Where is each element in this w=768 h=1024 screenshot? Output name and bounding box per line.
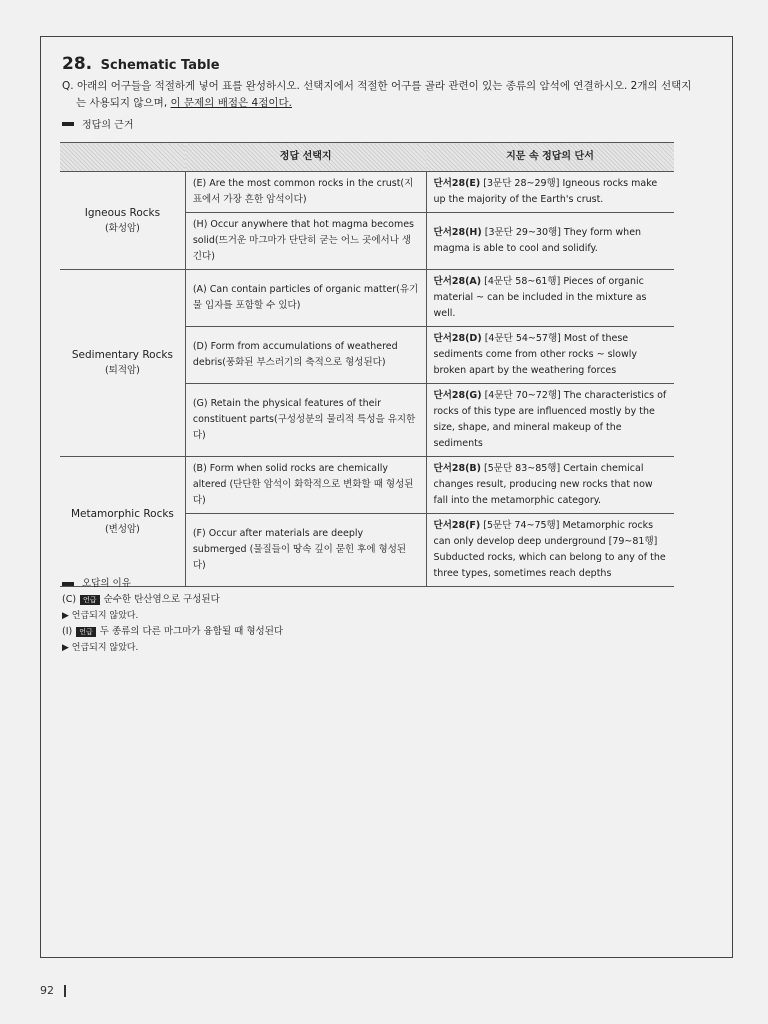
badge-icon: 언급 (80, 595, 100, 605)
instruction-line-2: 는 사용되지 않으며, 이 문제의 배점은 4점이다. (76, 97, 292, 109)
page-number: 92 (40, 984, 66, 997)
wrong-item-c: (C) 언급 순수한 탄산염으로 구성된다 (62, 594, 220, 605)
divider (64, 985, 66, 997)
instruction-line-1: Q. 아래의 어구들을 적절하게 넣어 표를 완성하시오. 선택지에서 적절한 어구를 골라 관련이 있는 종류의 암석에 연결하시오. 2개의 선택지 (62, 80, 692, 92)
header-rock-cell (60, 143, 185, 172)
wrong-reason-i: ▶ 언급되지 않았다. (62, 643, 139, 653)
answer-cell: (G) Retain the physical features of their constituent parts(구성성분의 물리적 특성을 유지한다) (185, 384, 426, 457)
clue-cell: 단서28(A) [4문단 58~61행] Pieces of organic material ~ can be included in the mixture as well. (426, 270, 674, 327)
dash-icon (62, 122, 74, 126)
section-wrong-label: 오답의 이유 (62, 576, 283, 592)
answer-cell: (A) Can contain particles of organic matter(유기물 입자를 포함할 수 있다) (185, 270, 426, 327)
table-header-row (60, 143, 674, 172)
wrong-item-i: (I) 언급 두 종류의 다른 마그마가 융합될 때 형성된다 (62, 626, 284, 637)
clue-cell: 단서28(D) [4문단 54~57행] Most of these sediments come from other rocks ~ slowly broken apart by the weathering forces (426, 327, 674, 384)
rock-sedimentary: Sedimentary Rocks (퇴적암) (60, 270, 185, 457)
answer-cell: (B) Form when solid rocks are chemically altered (단단한 암석이 화학적으로 변화할 때 형성된다) (185, 457, 426, 514)
question-number: 28. (62, 54, 93, 74)
answer-cell: (H) Occur anywhere that hot magma becomes solid(뜨거운 마그마가 단단히 굳는 어느 곳에서나 생긴다) (185, 213, 426, 270)
clue-cell: 단서28(F) [5문단 74~75행] Metamorphic rocks can only develop deep underground [79~81행] Subducted rocks, which can belong to any of the three types, sometimes reach depths (426, 514, 674, 587)
answer-cell: (E) Are the most common rocks in the crust(지표에서 가장 흔한 암석이다) (185, 172, 426, 213)
table-row (60, 172, 674, 213)
wrong-answers-section (62, 576, 283, 656)
table-row (60, 270, 674, 327)
question-instructions (62, 78, 722, 112)
section-answer-label: 정답의 근거 (62, 116, 133, 131)
table-row (60, 457, 674, 514)
score-note: 이 문제의 배점은 4점이다. (170, 97, 292, 109)
question-title-text: Schematic Table (100, 58, 220, 73)
header-clue: 지문 속 정답의 단서 (426, 143, 674, 172)
schematic-table (60, 142, 674, 587)
clue-cell: 단서28(B) [5문단 83~85행] Certain chemical changes result, producing new rocks that now fall into the metamorphic category. (426, 457, 674, 514)
answer-cell: (D) Form from accumulations of weathered debris(풍화된 부스러기의 축적으로 형성된다) (185, 327, 426, 384)
header-answer: 정답 선택지 (185, 143, 426, 172)
question-title (62, 54, 722, 74)
wrong-reason-c: ▶ 언급되지 않았다. (62, 611, 139, 621)
rock-igneous: Igneous Rocks (화성암) (60, 172, 185, 270)
clue-cell: 단서28(E) [3문단 28~29행] Igneous rocks make up the majority of the Earth's crust. (426, 172, 674, 213)
answer-cell: (F) Occur after materials are deeply submerged (물질들이 땅속 깊이 묻힌 후에 형성된다) (185, 514, 426, 587)
rock-metamorphic: Metamorphic Rocks (변성암) (60, 457, 185, 587)
question-header (62, 54, 722, 112)
clue-cell: 단서28(G) [4문단 70~72행] The characteristics of rocks of this type are influenced mostly by the size, shape, and mineral makeup of the sediments (426, 384, 674, 457)
clue-cell: 단서28(H) [3문단 29~30행] They form when magma is able to cool and solidify. (426, 213, 674, 270)
badge-icon: 언급 (76, 627, 96, 637)
dash-icon (62, 582, 74, 586)
